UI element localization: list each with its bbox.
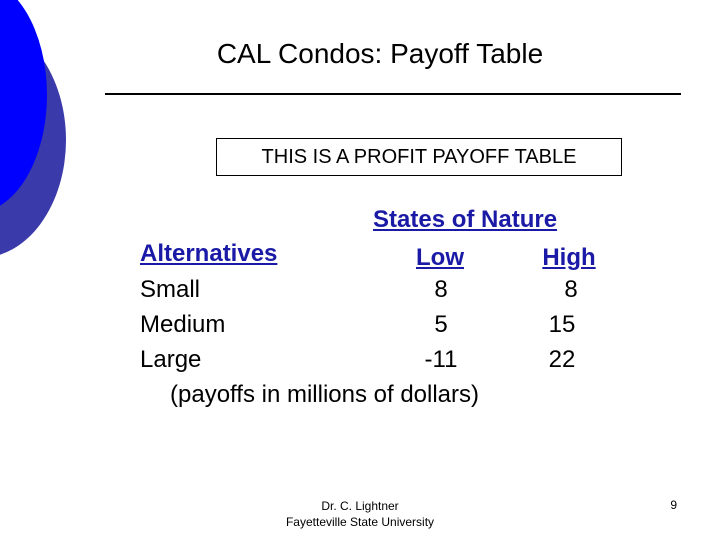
alternatives-header: Alternatives: [140, 240, 278, 267]
footer-credit: [270, 498, 450, 530]
column-header-low: Low: [416, 244, 464, 271]
row-label-small: Small: [140, 276, 201, 303]
row-label-medium: Medium: [140, 311, 226, 338]
payoff-small-high: 8: [564, 276, 578, 303]
payoff-small-low: 8: [434, 276, 448, 303]
payoff-medium-high: 15: [548, 311, 576, 338]
column-header-high: High: [542, 244, 596, 271]
payoff-units-caption: (payoffs in millions of dollars): [170, 381, 480, 408]
profit-table-notice: THIS IS A PROFIT PAYOFF TABLE: [216, 138, 622, 176]
slide-title: CAL Condos: Payoff Table: [216, 38, 544, 69]
states-of-nature-header: States of Nature: [373, 206, 558, 233]
title-divider: [105, 93, 681, 95]
row-label-large: Large: [140, 346, 202, 373]
payoff-large-low: -11: [424, 346, 458, 373]
page-number: 9: [670, 498, 677, 512]
footer-institution: Fayetteville State University: [285, 515, 435, 529]
payoff-medium-low: 5: [434, 311, 448, 338]
payoff-large-high: 22: [548, 346, 576, 373]
footer-author: Dr. C. Lightner: [321, 499, 399, 513]
